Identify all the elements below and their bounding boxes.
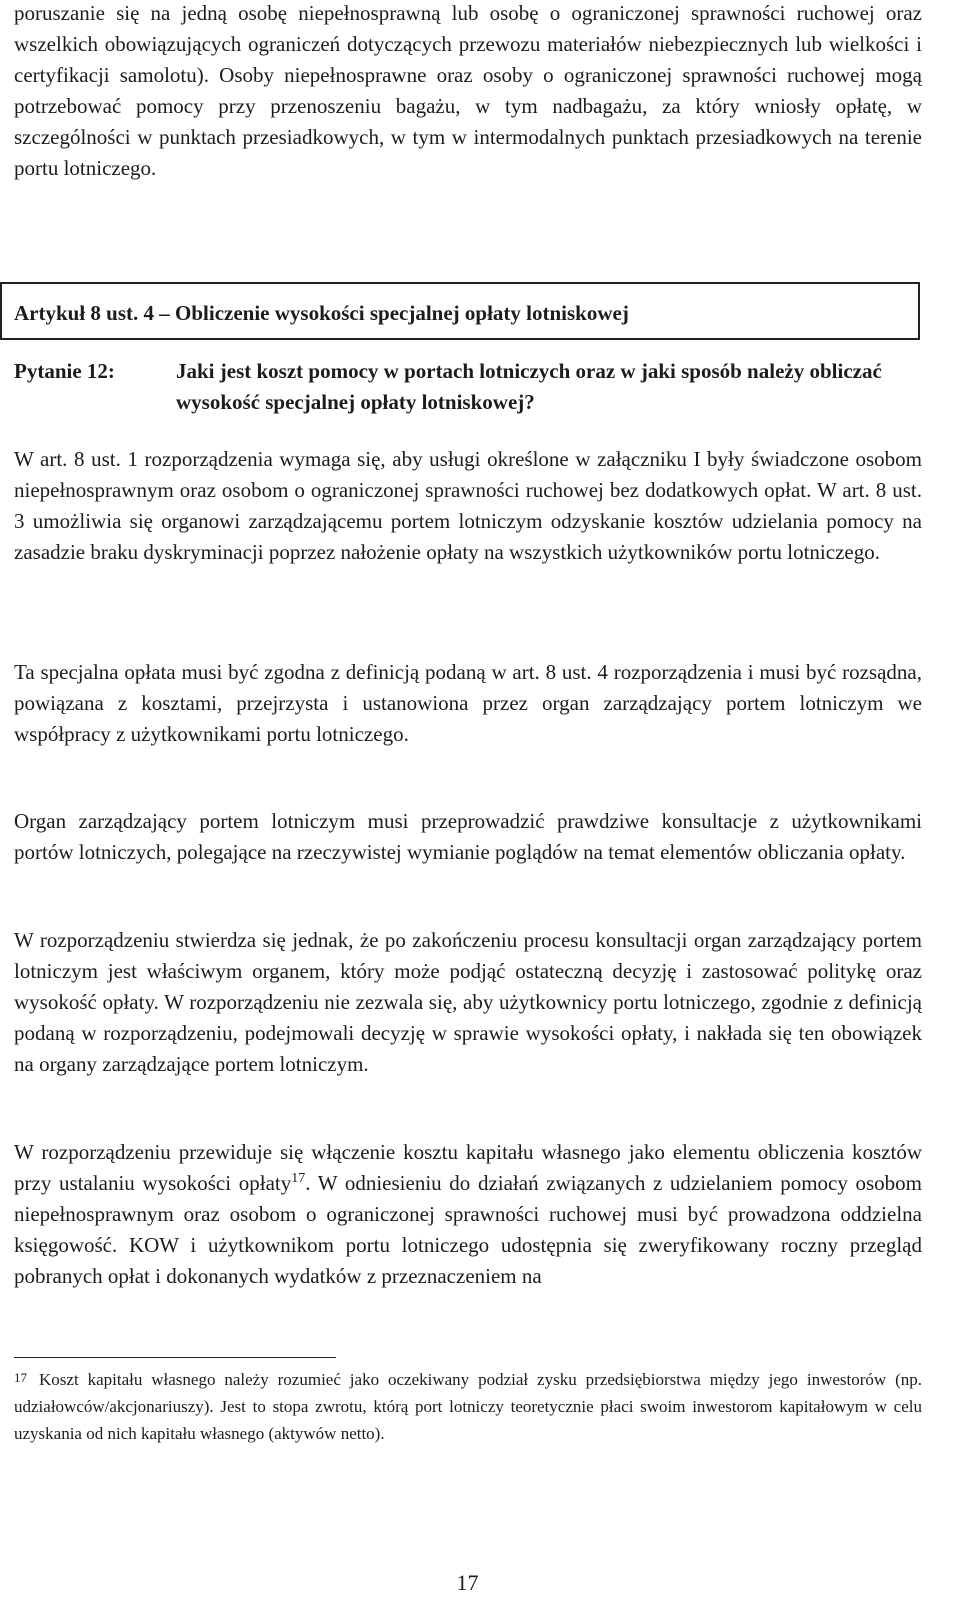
- footnote-reference[interactable]: 17: [291, 1171, 306, 1186]
- section-title: Artykuł 8 ust. 4 – Obliczenie wysokości specjalnej opłaty lotniskowej: [14, 301, 629, 325]
- footnote-separator: [14, 1357, 336, 1358]
- paragraph-koszt-kapitalu-end: . W odniesieniu do działań związanych z udzielaniem pomocy osobom niepełnosprawnym oraz osobom o ograniczonej sprawności ruchowej musi być prowadzona oddzielna księgowość. KOW i użytkownikom portu lotniczego udostępnia się zweryfikowany roczny przegląd pobranych opłat i dokonanych wydatków z przeznaczeniem na: [14, 1171, 923, 1288]
- footnote: [14, 1366, 922, 1447]
- top-paragraph: poruszanie się na jedną osobę niepełnosprawną lub osobę o ograniczonej sprawności ruchowej oraz wszelkich obowiązujących ograniczeń dotyczących przewozu materiałów niebezpiecznych lub wielkości i certyfikacji samolotu). Osoby niepełnosprawne oraz osoby o ograniczonej sprawności ruchowej mogą potrzebować pomocy przy przenoszeniu bagażu, w tym nadbagażu, za który wniosły opłatę, w szczególności w punktach przesiadkowych, w tym w intermodalnych punktach przesiadkowych na terenie portu lotniczego.: [14, 1, 922, 180]
- paragraph-konsultacje: Organ zarządzający portem lotniczym musi przeprowadzić prawdziwe konsultacje z użytkownikami portów lotniczych, polegające na rzeczywistej wymianie poglądów na temat elementów obliczania opłaty.: [14, 809, 922, 864]
- page-number: 17: [456, 1570, 479, 1595]
- footnote-text: Koszt kapitału własnego należy rozumieć jako oczekiwany podział zysku przedsiębiorstwa między jego inwestorów (np. udziałowców/akcjonariuszy). Jest to stopa zwrotu, którą port lotniczy teoretycznie płaci swoim inwestorom kapitałowym w celu uzyskania od nich kapitału własnego (aktywów netto).: [14, 1370, 922, 1443]
- question-text: Jaki jest koszt pomocy w portach lotniczych oraz w jaki sposób należy obliczać wysokość specjalnej opłaty lotniskowej?: [176, 359, 882, 414]
- paragraph-specjalna-oplata: Ta specjalna opłata musi być zgodna z definicją podaną w art. 8 ust. 4 rozporządzenia i musi być rozsądna, powiązana z kosztami, przejrzysta i ustanowiona przez organ zarządzający portem lotniczym we współpracy z użytkownikami portu lotniczego.: [14, 660, 922, 746]
- paragraph-art-8-ust-1: W art. 8 ust. 1 rozporządzenia wymaga się, aby usługi określone w załączniku I były świadczone osobom niepełnosprawnym oraz osobom o ograniczonej sprawności ruchowej bez dodatkowych opłat. W art. 8 ust. 3 umożliwia się organowi zarządzającemu portem lotniczym odzyskanie kosztów udzielania pomocy na zasadzie braku dyskryminacji poprzez nałożenie opłaty na wszystkich użytkowników portu lotniczego.: [14, 447, 922, 564]
- paragraph-koszt-kapitalu-start: W rozporządzeniu przewiduje się włączenie kosztu kapitału własnego jako elementu obliczenia kosztów przy ustalaniu wysokości opłaty: [14, 1140, 922, 1195]
- question-label: Pytanie 12:: [14, 359, 115, 383]
- paragraph-decyzja: W rozporządzeniu stwierdza się jednak, że po zakończeniu procesu konsultacji organ zarządzający portem lotniczym jest właściwym organem, który może podjąć ostateczną decyzję i zastosować politykę oraz wysokość opłaty. W rozporządzeniu nie zezwala się, aby użytkownicy portu lotniczego, zgodnie z definicją podaną w rozporządzeniu, podejmowali decyzję w sprawie wysokości opłaty, i nakłada się ten obowiązek na organy zarządzające portem lotniczym.: [14, 928, 922, 1076]
- footnote-number: 17: [14, 1370, 27, 1385]
- paragraph-koszt-kapitalu: [14, 1137, 922, 1292]
